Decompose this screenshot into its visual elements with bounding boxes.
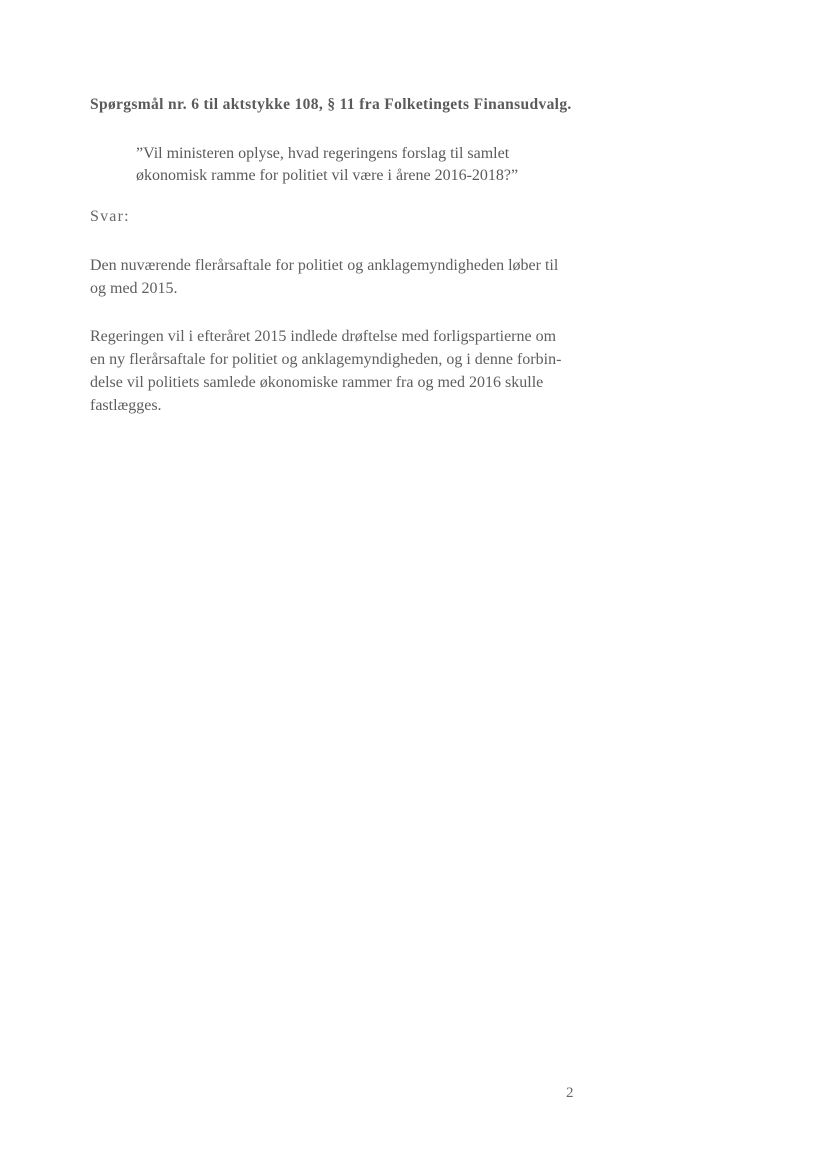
answer-label: Svar: (90, 208, 130, 225)
question-line: økonomisk ramme for politiet vil være i årene 2016-2018?” (136, 167, 519, 184)
question-quote (136, 143, 556, 187)
paragraph-line: Den nuværende flerårsaftale for politiet og anklagemyndigheden løber til (90, 257, 559, 274)
paragraph-line: fastlægges. (90, 397, 162, 414)
paragraph-line: en ny flerårsaftale for politiet og anklagemyndigheden, og i denne forbin- (90, 351, 562, 368)
page-number: 2 (566, 1085, 574, 1101)
answer-paragraph-1 (90, 254, 602, 300)
question-line: ”Vil ministeren oplyse, hvad regeringens forslag til samlet (136, 145, 510, 162)
question-heading: Spørgsmål nr. 6 til aktstykke 108, § 11 fra Folketingets Finansudvalg. (90, 96, 572, 113)
paragraph-line: delse vil politiets samlede økonomiske rammer fra og med 2016 skulle (90, 374, 544, 391)
answer-paragraph-2 (90, 325, 602, 417)
paragraph-line: Regeringen vil i efteråret 2015 indlede drøftelse med forligspartierne om (90, 328, 557, 345)
paragraph-line: og med 2015. (90, 280, 178, 297)
